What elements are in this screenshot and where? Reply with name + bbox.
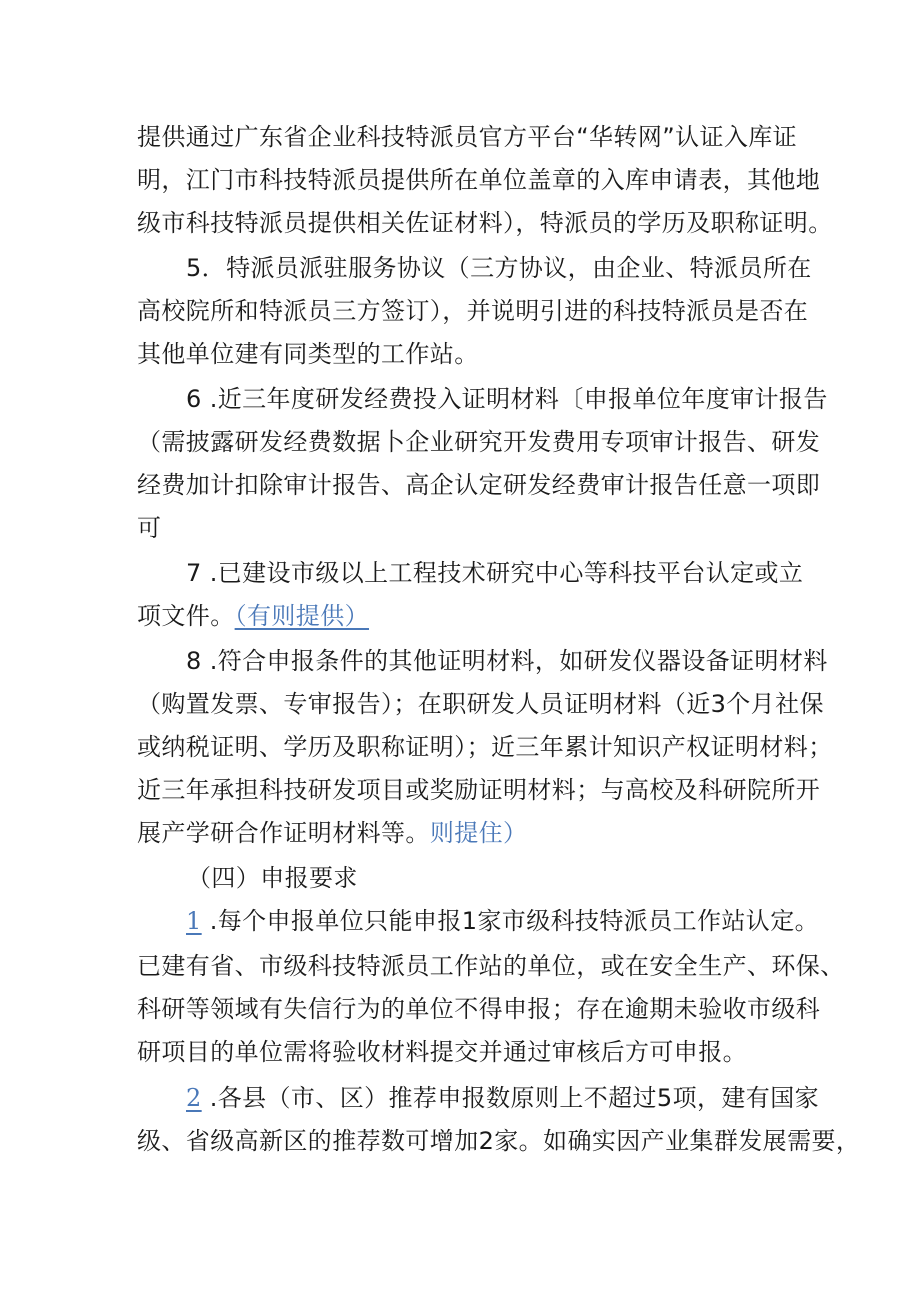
text-line: 提供通过广东省企业科技特派员官方平台“华转网”认证入库证 <box>137 123 798 151</box>
requirement-2-line <box>186 1081 819 1115</box>
item-6-line: 6 .近三年度研发经费投入证明材料〔申报单位年度审计报告 <box>186 385 828 413</box>
text-line: 级、省级高新区的推荐数可增加2家。如确实因产业集群发展需要， <box>137 1127 861 1155</box>
text-line: 近三年承担科技研发项目或奖励证明材料；与高校及科研院所开 <box>137 776 821 804</box>
text-segment: .每个申报单位只能申报1家市级科技特派员工作站认定。 <box>201 907 819 935</box>
text-line: （需披露研发经费数据卜企业研究开发费用专项审计报告、研发 <box>137 428 821 456</box>
text-line <box>137 599 369 633</box>
item-7-line: 7 .已建设市级以上工程技术研究中心等科技平台认定或立 <box>186 559 804 587</box>
text-line: （购置发票、专审报告）；在职研发人员证明材料（近3个月社保 <box>137 690 824 718</box>
text-line: 经费加计扣除审计报告、高企认定研发经费审计报告任意一项即 <box>137 471 821 499</box>
text-line: 研项目的单位需将验收材料提交并通过审核后方可申报。 <box>137 1038 747 1066</box>
item-8-line: 8 .符合申报条件的其他证明材料，如研发仪器设备证明材料 <box>186 647 828 675</box>
item-5-line: 5．特派员派驻服务协议（三方协议，由企业、特派员所在 <box>186 254 812 282</box>
optional-note-link[interactable]: （有则提供） <box>234 602 370 630</box>
requirement-1-line <box>186 904 819 938</box>
text-line: 高校院所和特派员三方签订），并说明引进的科技特派员是否在 <box>137 297 809 325</box>
optional-note: 则提住） <box>429 819 528 847</box>
text-line: 其他单位建有同类型的工作站。 <box>137 340 479 368</box>
section-heading: （四）申报要求 <box>187 864 358 892</box>
text-segment: .各县（市、区）推荐申报数原则上不超过5项，建有国家 <box>201 1084 819 1112</box>
text-line: 已建有省、市级科技特派员工作站的单位，或在安全生产、环保、 <box>137 952 845 980</box>
text-line: 级市科技特派员提供相关佐证材料），特派员的学历及职称证明。 <box>137 209 833 237</box>
text-line: 明，江门市科技特派员提供所在单位盖章的入库申请表，其他地 <box>137 166 821 194</box>
text-line: 科研等领域有失信行为的单位不得申报；存在逾期未验收市级科 <box>137 995 821 1023</box>
text-line: 可 <box>137 514 162 542</box>
text-line: 或纳税证明、学历及职称证明）；近三年累计知识产权证明材料； <box>137 733 833 761</box>
requirement-1-number[interactable]: 1 <box>186 907 202 935</box>
text-segment: 展产学研合作证明材料等。 <box>137 819 430 847</box>
text-line <box>137 816 527 850</box>
requirement-2-number[interactable]: 2 <box>186 1084 202 1112</box>
text-segment: 项文件。 <box>137 602 235 630</box>
